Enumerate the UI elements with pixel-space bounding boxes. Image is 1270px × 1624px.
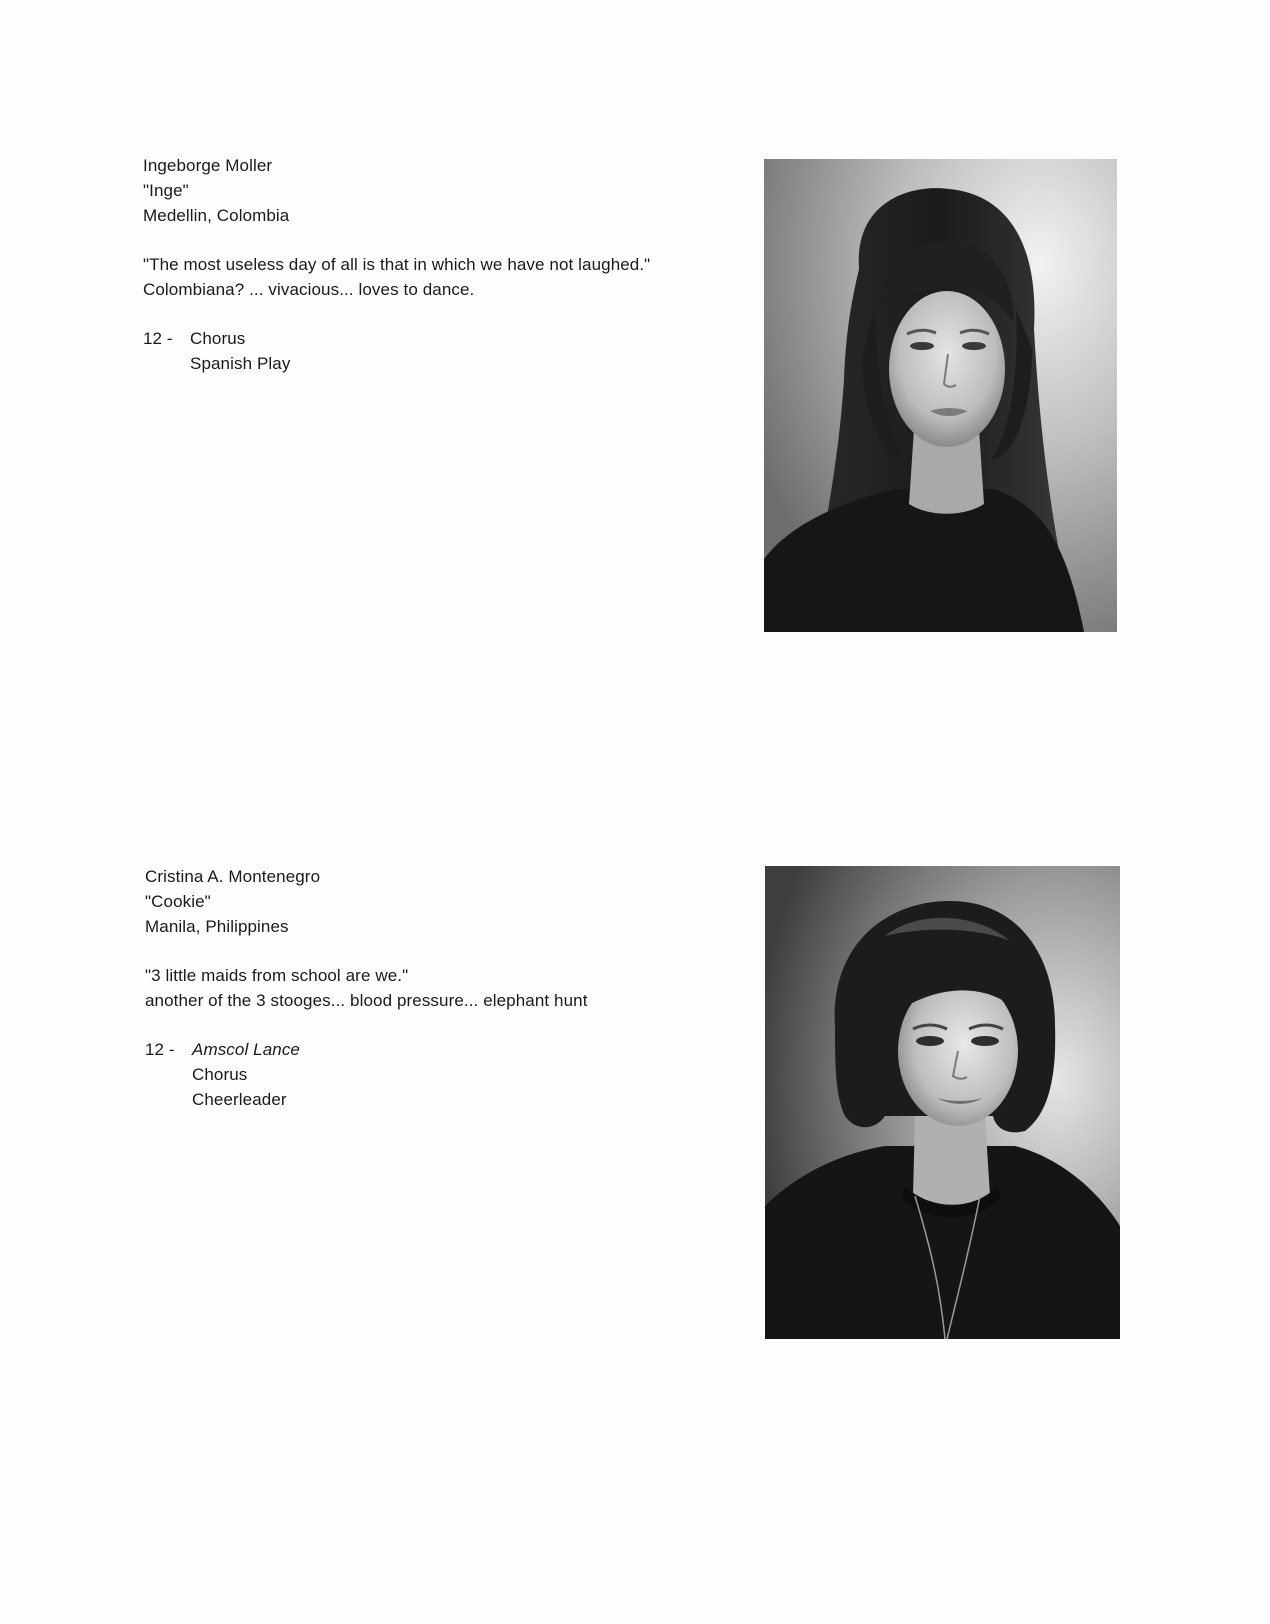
portrait-photo-montenegro [765, 866, 1120, 1339]
activities-list [190, 326, 290, 376]
student-description: another of the 3 stooges... blood pressure... elephant hunt [145, 991, 588, 1010]
student-hometown: Medellin, Colombia [143, 206, 290, 225]
student-entry-moller [143, 153, 650, 376]
student-name: Ingeborge Moller [143, 156, 273, 175]
student-quote: "The most useless day of all is that in which we have not laughed." [143, 255, 651, 274]
student-hometown: Manila, Philippines [145, 917, 289, 936]
portrait-photo-moller [764, 159, 1117, 632]
activity-item: Amscol Lance [192, 1040, 300, 1059]
student-nickname: "Cookie" [145, 892, 211, 911]
activities-block [143, 326, 650, 376]
student-quote: "3 little maids from school are we." [145, 966, 409, 985]
activity-item: Chorus [190, 329, 246, 348]
grade-label: 12 - [145, 1040, 175, 1059]
student-nickname: "Inge" [143, 181, 189, 200]
student-name: Cristina A. Montenegro [145, 867, 321, 886]
activities-list [192, 1037, 300, 1112]
activity-item: Chorus [192, 1065, 248, 1084]
activity-item: Spanish Play [190, 354, 291, 373]
student-entry-montenegro [145, 864, 588, 1112]
student-description: Colombiana? ... vivacious... loves to dance. [143, 280, 475, 299]
activity-item: Cheerleader [192, 1090, 287, 1109]
grade-label: 12 - [143, 329, 173, 348]
activities-block [145, 1037, 588, 1112]
